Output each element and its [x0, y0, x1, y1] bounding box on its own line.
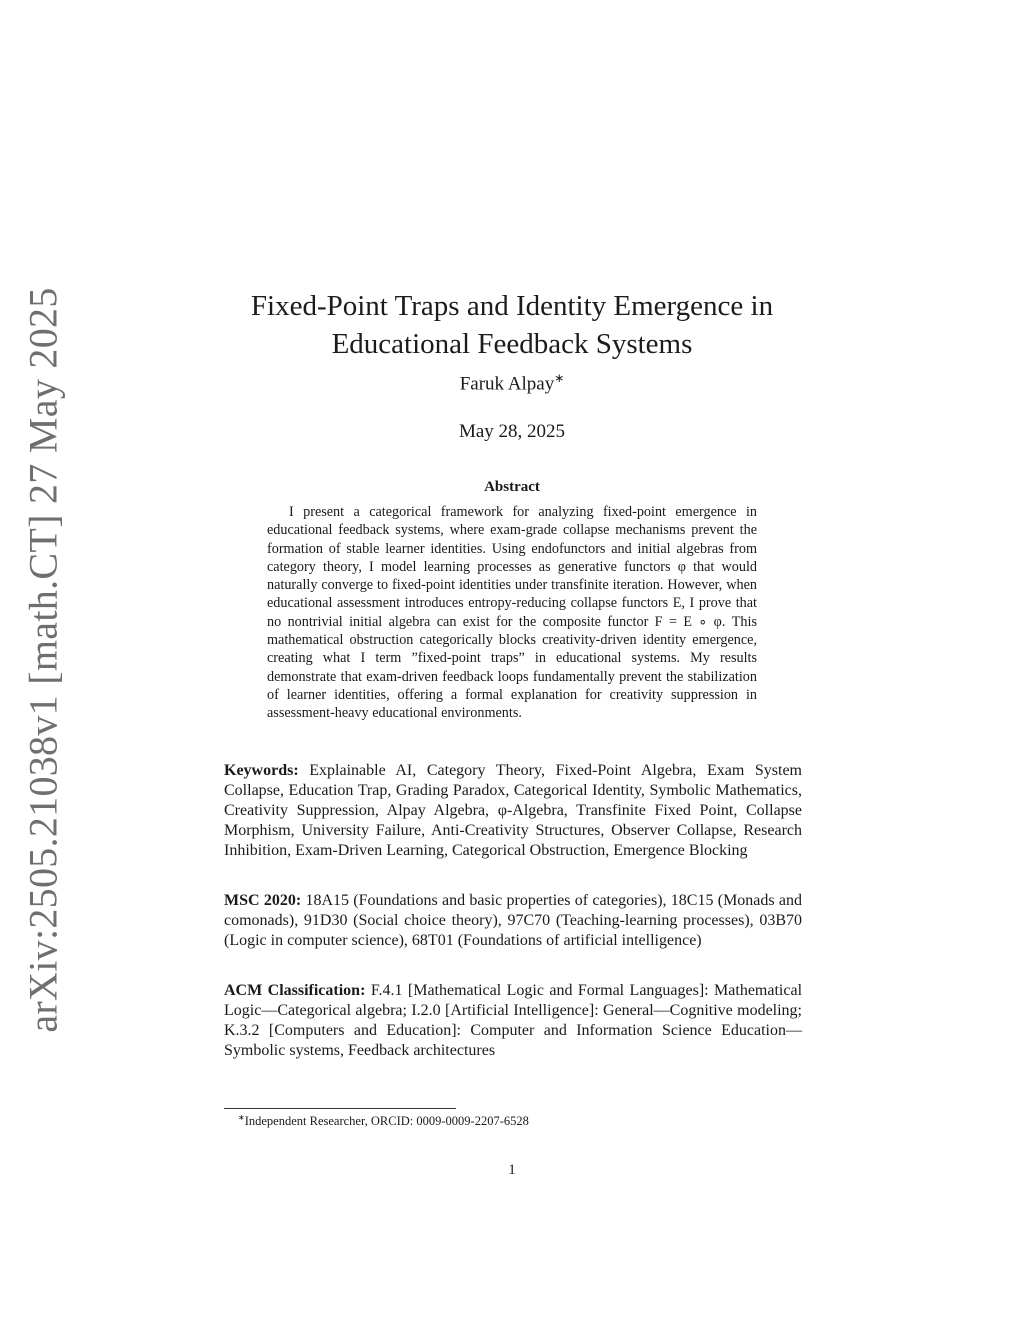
acm-label: ACM Classification:: [224, 982, 366, 999]
footnote-mark: ∗: [238, 1113, 245, 1122]
abstract-text: I present a categorical framework for analyzing fixed-point emergence in educational feedback systems, where exam-grade collapse mechanisms prevent the formation of stable learner identities. Using endofunctors and initial algebras from category theory, I model learning processes as generative functors φ that would naturally converge to fixed-point identities under transfinite iteration. However, when educational assessment introduces entropy-reducing collapse functors E, I prove that no nontrivial initial algebra can exist for the composite functor F = E ∘ φ. This mathematical obstruction categorically blocks creativity-driven identity emergence, creating what I term ”fixed-point traps” in educational systems. My results demonstrate that exam-driven feedback loops fundamentally prevent the stabilization of learner identities, offering a formal explanation for creativity suppression in assessment-heavy educational environments.: [267, 504, 757, 722]
footnote-text: Independent Researcher, ORCID: 0009-0009-2207-6528: [244, 1114, 529, 1129]
footnote-rule: [224, 1108, 456, 1109]
abstract-heading: Abstract: [484, 479, 540, 495]
msc-text: 18A15 (Foundations and basic properties of categories), 18C15 (Monads and comonads), 91D30 (Social choice theory), 97C70 (Teaching-learning processes), 03B70 (Logic in computer science), 68T01 (Foundations of artificial intelligence): [224, 892, 802, 949]
keywords-text: Explainable AI, Category Theory, Fixed-Point Algebra, Exam System Collapse, Education Trap, Grading Paradox, Categorical Identity, Symbolic Mathematics, Creativity Suppression, Alpay Algebra, φ-Algebra, Transfinite Fixed Point, Collapse Morphism, University Failure, Anti-Creativity Structures, Observer Collapse, Research Inhibition, Exam-Driven Learning, Categorical Obstruction, Emergence Blocking: [224, 762, 802, 859]
paper-title: Fixed-Point Traps and Identity Emergence in Educational Feedback Systems: [250, 290, 774, 361]
arxiv-identifier-stamp: arXiv:2505.21038v1 [math.CT] 27 May 2025: [20, 287, 66, 1033]
keywords-label: Keywords:: [224, 762, 299, 779]
footnote: [238, 1113, 798, 1129]
acm-section: [224, 981, 802, 1061]
msc-label: MSC 2020:: [224, 892, 302, 909]
keywords-section: [224, 761, 802, 861]
paper-date: May 28, 2025: [458, 421, 566, 442]
author-line: [222, 371, 802, 395]
page-number: 1: [508, 1162, 516, 1178]
author-footnote-mark: ∗: [554, 371, 565, 385]
msc-section: [224, 891, 802, 951]
author-name: Faruk Alpay: [459, 373, 555, 395]
acm-text: F.4.1 [Mathematical Logic and Formal Languages]: Mathematical Logic—Categorical algebra; I.2.0 [Artificial Intelligence]: General—Cognitive modeling; K.3.2 [Computers and Education]: Computer and Information Science Education—Symbolic systems, Feedback architectures: [224, 982, 803, 1059]
